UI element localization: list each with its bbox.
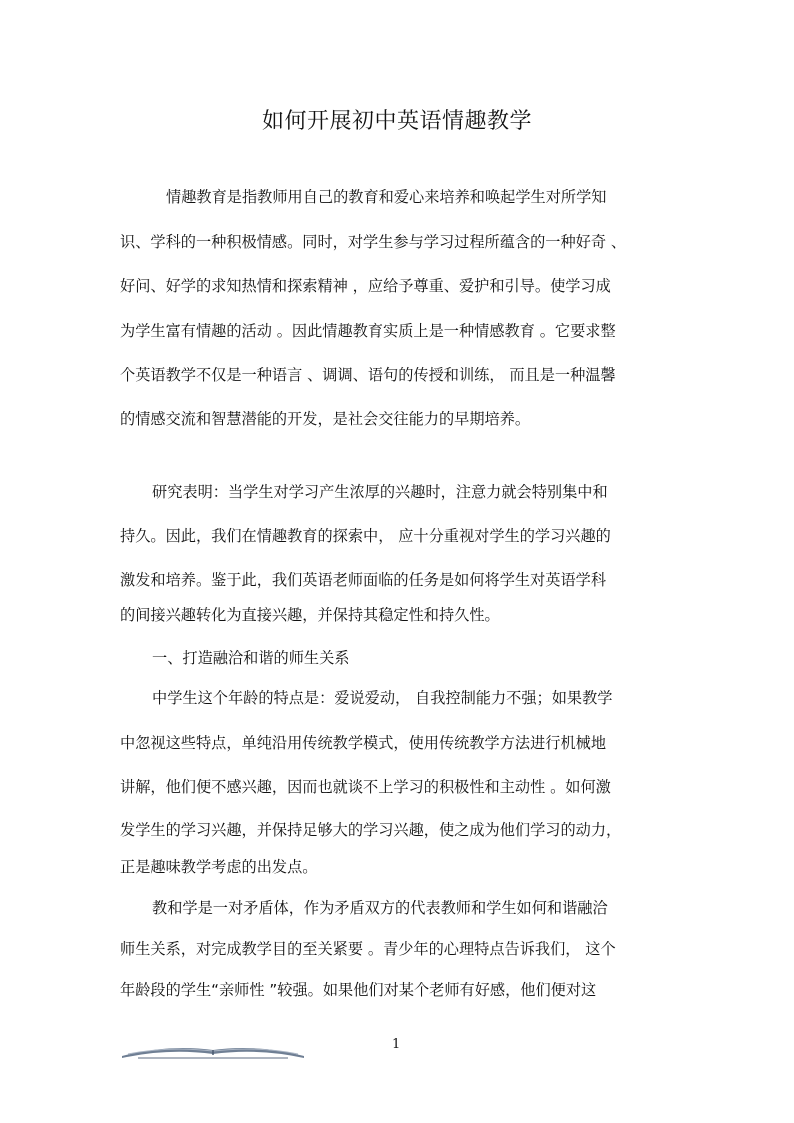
page-number: 1 bbox=[392, 1037, 401, 1052]
paragraph-1-line-4: 为学生富有情趣的活动 。因此情趣教育实质上是一种情感教育 。它要求整 bbox=[120, 322, 616, 340]
paragraph-3-line-1: 中学生这个年龄的特点是：爱说爱动， 自我控制能力不强；如果教学 bbox=[152, 689, 613, 707]
paragraph-3-line-3: 讲解，他们便不感兴趣，因而也就谈不上学习的积极性和主动性 。如何激 bbox=[120, 778, 611, 796]
paragraph-2-line-3: 激发和培养。鉴于此，我们英语老师面临的任务是如何将学生对英语学科 bbox=[120, 571, 606, 589]
paragraph-4-line-3: 年龄段的学生“亲师性 ”较强。如果他们对某个老师有好感，他们便对这 bbox=[120, 981, 597, 999]
paragraph-2-line-4: 的间接兴趣转化为直接兴趣，并保持其稳定性和持久性。 bbox=[120, 606, 500, 624]
paragraph-2-line-2: 持久。因此，我们在情趣教育的探索中， 应十分重视对学生的学习兴趣的 bbox=[120, 527, 611, 545]
paragraph-2-line-1: 研究表明：当学生对学习产生浓厚的兴趣时，注意力就会特别集中和 bbox=[152, 483, 608, 501]
paragraph-3-line-2: 中忽视这些特点，单纯沿用传统教学模式，使用传统教学方法进行机械地 bbox=[120, 734, 606, 752]
paragraph-1-line-3: 好问、好学的求知热情和探索精神 ，应给予尊重、爱护和引导。使学习成 bbox=[120, 277, 611, 295]
document-title: 如何开展初中英语情趣教学 bbox=[261, 109, 532, 134]
paragraph-1-line-1: 情趣教育是指教师用自己的教育和爱心来培养和唤起学生对所学知 bbox=[166, 188, 607, 206]
paragraph-1-line-2: 识、学科的一种积极情感。同时，对学生参与学习过程所蕴含的一种好奇 、 bbox=[120, 233, 627, 251]
paragraph-1-line-6: 的情感交流和智慧潜能的开发，是社会交往能力的早期培养。 bbox=[120, 410, 531, 428]
paragraph-3-line-5: 正是趣味教学考虑的出发点。 bbox=[120, 858, 318, 876]
paragraph-1-line-5: 个英语教学不仅是一种语言 、调调、语句的传授和训练， 而且是一种温馨 bbox=[120, 366, 616, 384]
paragraph-4-line-2: 师生关系，对完成教学目的至关紧要 。青少年的心理特点告诉我们， 这个 bbox=[120, 940, 616, 958]
paragraph-4-line-1: 教和学是一对矛盾体，作为矛盾双方的代表教师和学生如何和谐融洽 bbox=[152, 899, 608, 917]
paragraph-3-line-4: 发学生的学习兴趣，并保持足够大的学习兴趣，使之成为他们学习的动力， bbox=[120, 821, 622, 839]
section-heading-1: 一、打造融洽和谐的师生关系 bbox=[152, 649, 350, 667]
book-ornament-icon bbox=[118, 1038, 308, 1060]
